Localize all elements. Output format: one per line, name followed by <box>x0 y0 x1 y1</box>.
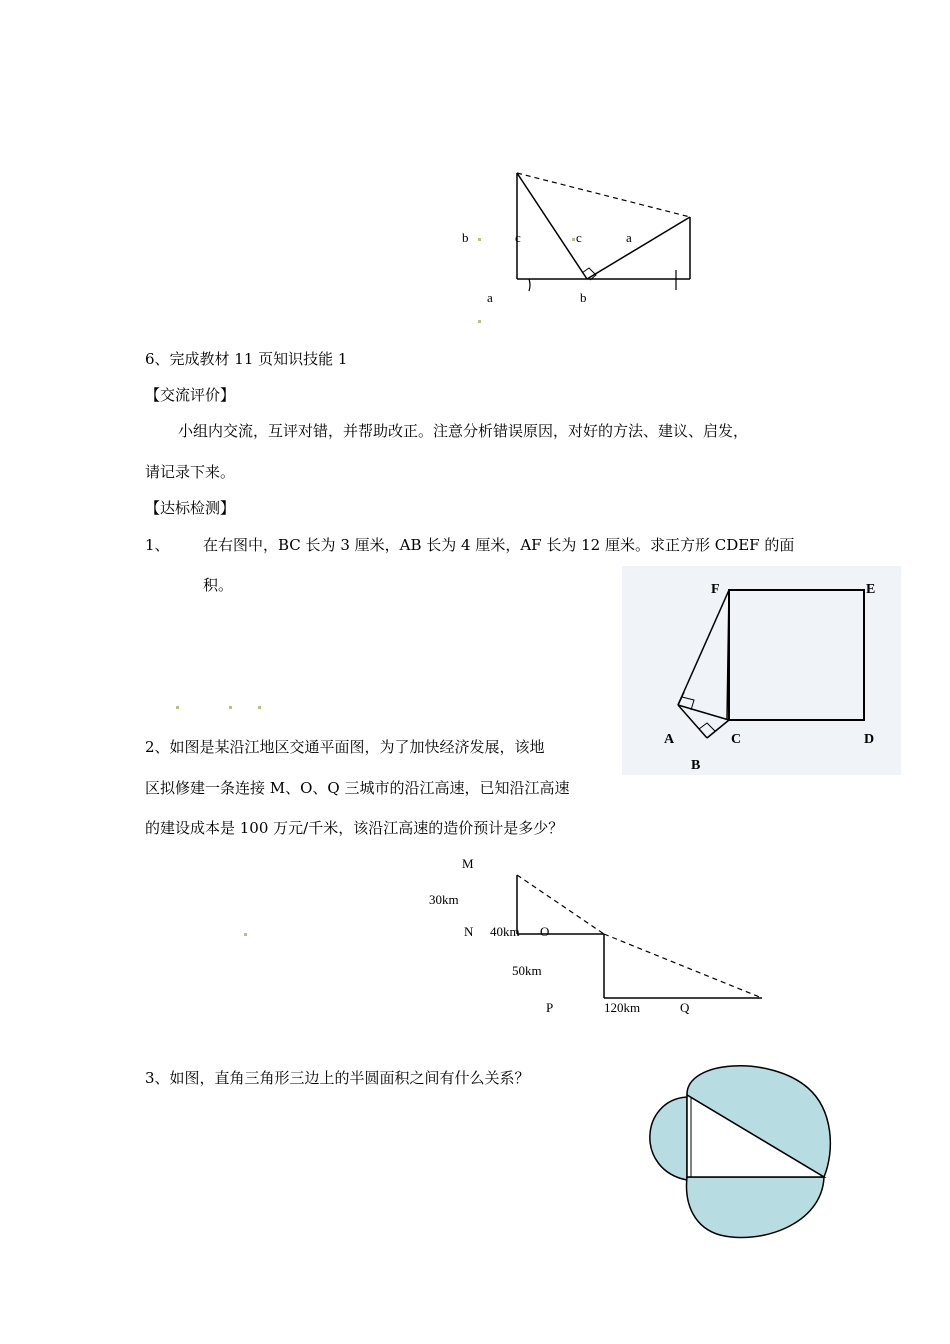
fig-q1-label-B: B <box>691 758 701 773</box>
fig-q2-label-N: N <box>464 924 474 939</box>
exchange-paragraph-line-2: 请记录下来。 <box>145 463 236 481</box>
fig-q2-label-O: O <box>540 924 550 939</box>
question-3-text: 3、如图，直角三角形三边上的半圆面积之间有什么关系？ <box>145 1069 530 1087</box>
fig-q1-label-D: D <box>864 732 875 747</box>
fig-q2-label-P: P <box>546 1000 554 1015</box>
question-2-line-1: 2、如图是某沿江地区交通平面图，为了加快经济发展，该地 <box>145 738 545 756</box>
fig-q1-label-E: E <box>866 582 876 597</box>
fig1-label-c-right: c <box>576 230 582 245</box>
fig-q1-label-A: A <box>664 732 675 747</box>
fig1-label-a-right: a <box>626 230 632 245</box>
heading-exchange-evaluation: 【交流评价】 <box>145 386 236 404</box>
fig1-label-b-left: b <box>462 230 469 245</box>
question-1-number: 1、 <box>145 536 170 554</box>
fig-q2-label-30km: 30km <box>429 892 459 907</box>
question-1-line-2: 积。 <box>203 576 234 594</box>
question-1-line-1: 在右图中，BC 长为 3 厘米，AB 长为 4 厘米，AF 长为 12 厘米。求正方形 CDEF 的面 <box>203 536 795 554</box>
exchange-paragraph-line-1: 小组内交流，互评对错，并帮助改正。注意分析错误原因，对好的方法、建议、启发， <box>178 422 749 440</box>
fig-q1-label-C: C <box>731 732 742 747</box>
question-2-line-2: 区拟修建一条连接 M、O、Q 三城市的沿江高速，已知沿江高速 <box>145 779 570 797</box>
fig1-label-a-bottom: a <box>487 290 493 305</box>
fig1-label-c-left: c <box>515 230 521 245</box>
fig-q2-label-120km: 120km <box>604 1000 641 1015</box>
fig-q2-label-M: M <box>462 856 474 871</box>
fig1-label-b-bottom: b <box>580 290 587 305</box>
fig-q2-label-40km: 40km <box>490 924 520 939</box>
heading-target-check: 【达标检测】 <box>145 499 236 517</box>
fig-q2-label-50km: 50km <box>512 963 542 978</box>
fig-q1-label-F: F <box>711 582 720 597</box>
question-2-line-3: 的建设成本是 100 万元/千米，该沿江高速的造价预计是多少？ <box>145 819 564 837</box>
section-6-task: 6、完成教材 11 页知识技能 1 <box>145 350 348 368</box>
fig-q2-label-Q: Q <box>680 1000 690 1015</box>
